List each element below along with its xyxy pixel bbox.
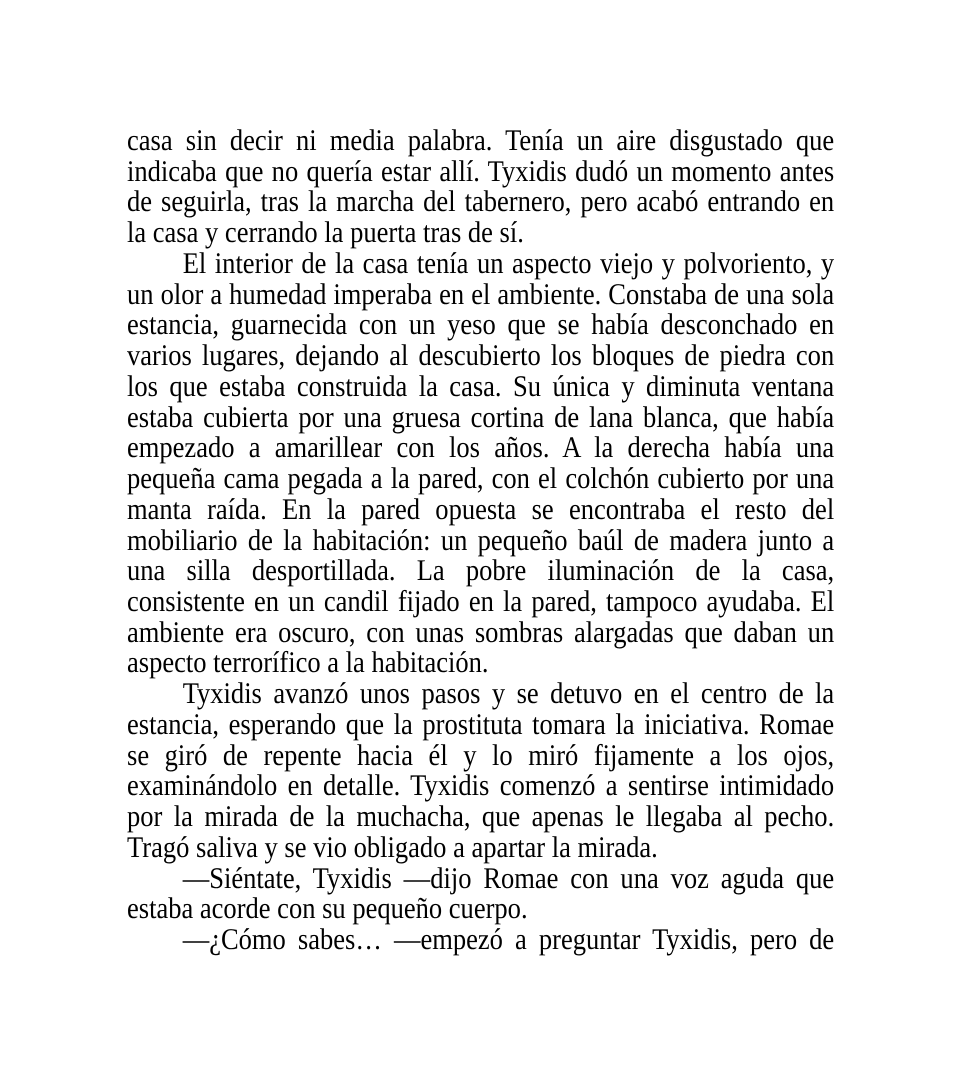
text-line: varios lugares, dejando al descubierto los bloques de piedra con <box>127 339 835 373</box>
text-line: la casa y cerrando la puerta tras de sí. <box>127 216 524 250</box>
text-line: pequeña cama pegada a la pared, con el colchón cubierto por una <box>127 462 835 496</box>
paragraph <box>127 861 835 926</box>
page-text <box>127 126 834 956</box>
text-line: estaba acorde con su pequeño cuerpo. <box>127 892 528 926</box>
text-line: empezado a amarillear con los años. A la derecha había una <box>127 431 835 465</box>
text-line: casa sin decir ni media palabra. Tenía un aire disgustado que <box>127 124 835 157</box>
paragraph <box>127 925 834 956</box>
text-line: estancia, guarnecida con un yeso que se había desconchado en <box>127 308 835 342</box>
text-line: —Siéntate, Tyxidis —dijo Romae con una voz aguda que <box>182 861 835 895</box>
text-line: indicaba que no quería estar allí. Tyxidis dudó un momento antes <box>127 154 835 188</box>
text-line: consistente en un candil fijado en la pared, tampoco ayudaba. El <box>127 585 835 619</box>
text-line: ambiente era oscuro, con unas sombras alargadas que daban un <box>127 615 835 649</box>
text-line: estancia, esperando que la prostituta tomara la iniciativa. Romae <box>127 707 835 741</box>
text-line: por la mirada de la muchacha, que apenas le llegaba al pecho. <box>127 800 835 834</box>
text-line: —¿Cómo sabes… —empezó a preguntar Tyxidis, pero de <box>182 923 835 957</box>
text-line: aspecto terrorífico a la habitación. <box>127 646 489 680</box>
text-line: una silla desportillada. La pobre iluminación de la casa, <box>127 554 835 588</box>
text-line: Tyxidis avanzó unos pasos y se detuvo en el centro de la <box>182 677 835 711</box>
text-line: se giró de repente hacia él y lo miró fijamente a los ojos, <box>127 738 835 772</box>
text-line: estaba cubierta por una gruesa cortina de lana blanca, que había <box>127 400 835 434</box>
text-line: un olor a humedad imperaba en el ambiente. Constaba de una sola <box>127 277 835 311</box>
text-line: examinándolo en detalle. Tyxidis comenzó a sentirse intimidado <box>127 769 835 803</box>
text-line: de seguirla, tras la marcha del tabernero, pero acabó entrando en <box>127 185 835 219</box>
paragraph <box>127 246 835 680</box>
text-line: El interior de la casa tenía un aspecto viejo y polvoriento, y <box>182 246 835 280</box>
paragraph <box>127 679 834 863</box>
text-line: Tragó saliva y se vio obligado a apartar la mirada. <box>127 830 658 864</box>
text-line: manta raída. En la pared opuesta se encontraba el resto del <box>127 492 835 526</box>
paragraph <box>127 126 834 249</box>
text-line: mobiliario de la habitación: un pequeño baúl de madera junto a <box>127 523 835 557</box>
text-line: los que estaba construida la casa. Su única y diminuta ventana <box>127 369 835 403</box>
